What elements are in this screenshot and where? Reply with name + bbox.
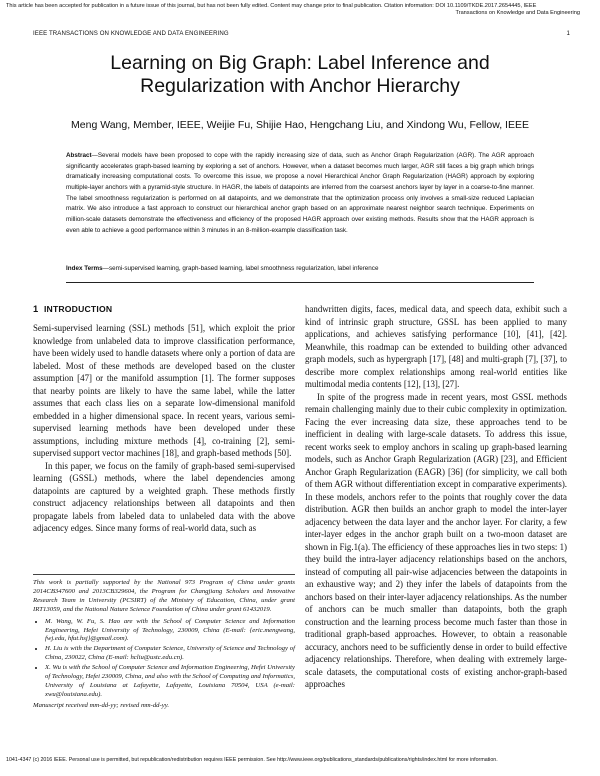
body-paragraph: In spite of the progress made in recent years, most GSSL methods remain challenging mainly due to their cubic complexity in optimization. Facing the ever increasing data size, these approaches tend to be inefficient in dealing with large-scale datasets. To address this issue, recent works seek to employ anchors in scaling up graph-based learning models, such as Anchor Graph Regularization (AGR) [23], and Efficient Anchor Graph Regularization (EAGR) [36] (for simplicity, we call both of them AGR without differentiation except in comparative experiments). In these models, anchors refer to the points that roughly cover the data distribution. AGR then builds an anchor graph to model the inter-layer adjacency between the data layer and the anchor layer. For clarity, a few inter-layer edges in the anchor graph built on a two-moon dataset are shown in Fig.1(a). The efficiency of these approaches lies in two steps: 1) they build the intra-layer adjacency relationships based on the anchors, instead of computing all pair-wise adjacencies between the datapoints in an exhaustive way; and 2) they infer the labels of datapoints from the anchors based on their inter-layer adjacency relationships. As the number of anchors can be much smaller than datapoints, both the graph construction and the learning process become much faster than those in traditional graph-based approaches. However, to obtain a reasonable accuracy, anchors need to be sufficiently dense in order to build effective adjacency relationships. Therefore, when dealing with extremely large-scale datasets, the computational costs of existing anchor-graph-based approaches <box>305 391 567 689</box>
affiliation-item: • M. Wang, W. Fu, S. Hao are with the School of Computer Science and Information Engineering, Hefei University of Technology, 230009, China (E-mail: {eric.mengwang, fwj.edu, hfut.hsj}@gmail.com). <box>45 618 295 645</box>
accepted-article-notice <box>6 3 594 17</box>
footnotes <box>33 579 295 711</box>
affiliation-item: • X. Wu is with the School of Computer Science and Information Engineering, Hefei University of Technology, Hefei 230009, China, and also with the School of Computing and Informatics, University of Louisiana at Lafayette, Lafayette, Louisiana 70504, USA (e-mail: xwu@louisiana.edu). <box>45 664 295 700</box>
body-paragraph: Semi-supervised learning (SSL) methods [51], which exploit the prior knowledge from unlabeled data to improve classification performance, have been widely used to handle datasets where only a portion of data are labeled. Most of these methods are developed based on the cluster assumption [47] or the manifold assumption [1]. The former supposes that nearby points are likely to have the same label, while the latter assumes that each class lies on a separate low-dimensional manifold embedded in a higher dimensional space. In recent years, various semi-supervised learning methods have been developed under these assumptions, including mixture methods [4], co-training [2], semi-supervised support vector machines [18], and graph-based methods [50]. <box>33 323 295 458</box>
page-number: 1 <box>566 30 570 37</box>
author-list: Meng Wang, Member, IEEE, Weijie Fu, Shijie Hao, Hengchang Liu, and Xindong Wu, Fellow, IEEE <box>71 119 529 131</box>
abstract-label: Abstract <box>66 152 92 159</box>
funding-note: This work is partially supported by the National 973 Program of China under grants 2014CB347600 and 2013CB329604, the Program for Changjiang Scholars and Innovative Research Team in University (PCSIRT) of the Ministry of Education, China, under grant IRT13059, and the National Nature Science Foundation of China under grant 61432019. <box>33 579 295 613</box>
paper-title <box>0 52 600 98</box>
index-terms-label: Index Terms <box>66 265 103 272</box>
title-line-1: Learning on Big Graph: Label Inference and <box>110 52 490 74</box>
body-paragraph: In this paper, we focus on the family of graph-based semi-supervised learning (GSSL) methods, where the label dependencies among datapoints are captured by a weighted graph. These methods firstly construct adjacency relationships between all datapoints and then propagate labels from labeled data to unlabeled data with the above adjacency edges. Since many forms of real-world data, such as <box>33 460 295 533</box>
abstract <box>66 151 534 236</box>
body-paragraph: handwritten digits, faces, medical data, and speech data, exhibit such a kind of intrinsic graph structure, GSSL has been applied to many applications, and achieves satisfying performance [10], [41], [42]. Meanwhile, this roadmap can be extended to building other advanced graph models, such as hypergraph [17], [48] and multi-graph [7], [37], to describe more complex relationships among real-world entities like multimodal media contents [12], [13], [27]. <box>305 304 567 389</box>
running-head <box>33 30 570 37</box>
affiliation-item: • H. Liu is with the Department of Computer Science, University of Science and Technology of China, 230022, China (E-mail: hcliu@ustc.edu.cn). <box>45 645 295 663</box>
affiliation-list <box>33 618 295 700</box>
section-title: INTRODUCTION <box>43 304 113 314</box>
right-column <box>305 303 567 691</box>
abstract-divider <box>66 282 534 283</box>
received-note: Manuscript received mm-dd-yy; revised mm-dd-yy. <box>33 701 169 709</box>
left-column <box>33 322 295 535</box>
notice-line-2: Transactions on Knowledge and Data Engineering <box>455 10 580 16</box>
copyright-footer: 1041-4347 (c) 2016 IEEE. Personal use is permitted, but republication/redistribution requires IEEE permission. See http://www.ieee.org/publications_standards/publications/rights/index.html for more information. <box>6 757 498 763</box>
journal-name: IEEE TRANSACTIONS ON KNOWLEDGE AND DATA ENGINEERING <box>33 30 229 37</box>
section-heading <box>33 304 112 314</box>
section-number: 1 <box>33 304 39 314</box>
index-terms-text: —semi-supervised learning, graph-based learning, label smoothness regularization, label inference <box>102 265 379 272</box>
footnote-divider <box>33 574 295 575</box>
notice-line-1: This article has been accepted for publication in a future issue of this journal, but has not been fully edited. Content may change prior to final publication. Citation information: DOI 10.1109/TKDE.2017.2654445, IEEE <box>6 3 537 9</box>
title-line-2: Regularization with Anchor Hierarchy <box>140 75 460 97</box>
index-terms <box>66 265 534 272</box>
abstract-text: —Several models have been proposed to cope with the rapidly increasing size of data, such as Anchor Graph Regularization (AGR). The AGR approach significantly accelerates graph-based learning by exploring a set of anchors. However, when a dataset becomes much larger, AGR still faces a big graph which brings dramatically increasing computational costs. To overcome this issue, we propose a novel Hierarchical Anchor Graph Regularization (HAGR) approach by exploring multiple-layer anchors with a pyramid-style structure. In HAGR, the labels of datapoints are inferred from the coarsest anchors layer by layer in a coarse-to-fine manner. The label smoothness regularization is performed on all datapoints, and we demonstrate that the optimization process only involves a small-size reduced Laplacian matrix. We also introduce a fast approach to construct our hierarchical anchor graph based on an approximate nearest neighbor search technique. Experiments on million-scale datasets demonstrate the effectiveness and efficiency of the proposed HAGR approach over existing methods. Results show that the HAGR approach is even able to achieve a good performance within 3 minutes in an 8-million-example classification task. <box>66 152 534 234</box>
